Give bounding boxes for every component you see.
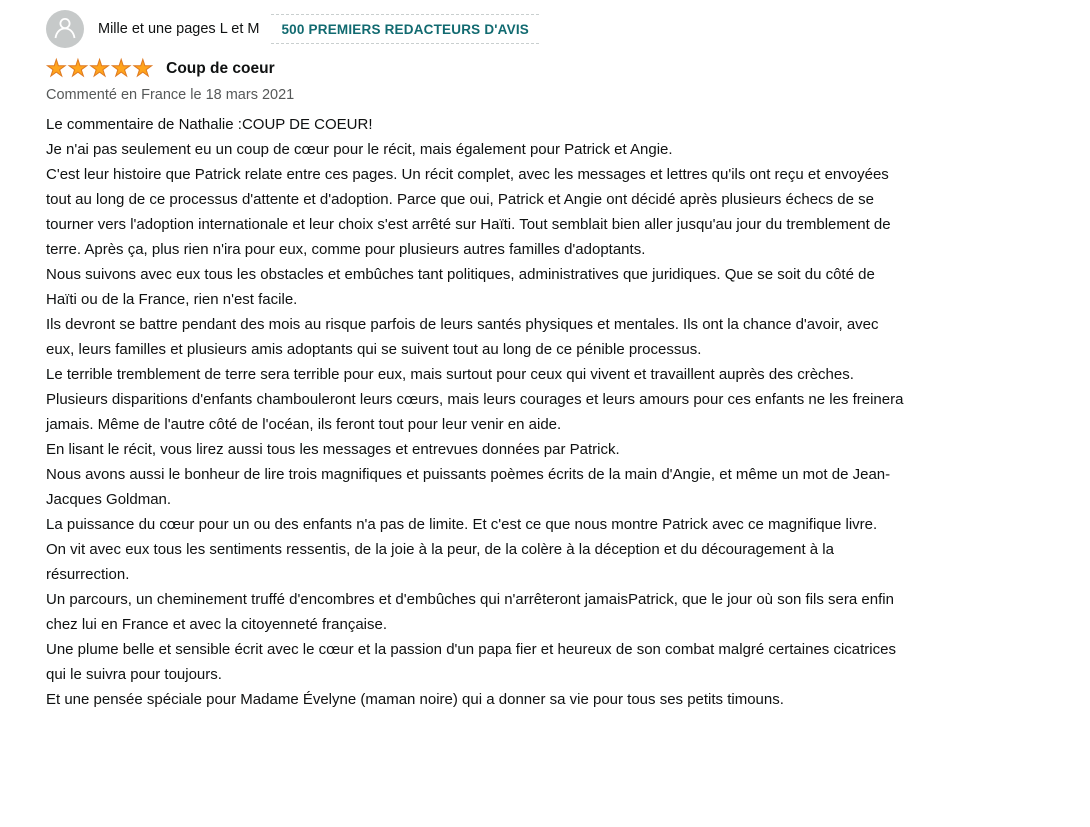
person-icon [52,14,78,45]
review-paragraph: Ils devront se battre pendant des mois au risque parfois de leurs santés physiques et mentales. Ils ont la chance d'avoir, avec eux, leurs familles et plusieurs amis adoptants qui se suivent tout au long de ce pénible processus. [46,316,879,358]
review-body [46,112,908,712]
star-rating [46,57,154,80]
review-paragraph: Nous suivons avec eux tous les obstacles et embûches tant politiques, administratives que juridiques. Que se soit du côté de Haïti ou de la France, rien n'est facile. [46,266,875,308]
avatar[interactable] [46,10,84,48]
star-icon: ★ [132,55,154,81]
review-paragraph: Le terrible tremblement de terre sera terrible pour eux, mais surtout pour ceux qui vivent et travaillent auprès des crèches. Plusieurs disparitions d'enfants chambouleront leurs cœurs, mais leurs courages et leurs amours pour ces enfants ne les freinera jamais. Même de l'autre côté de l'océan, ils feront tout pour leur venir en aide. [46,366,904,433]
review-paragraph: Nous avons aussi le bonheur de lire trois magnifiques et puissants poèmes écrits de la main d'Angie, et même un mot de Jean-Jacques Goldman. [46,466,891,508]
reviewer-name[interactable]: Mille et une pages L et M [98,21,260,37]
review-paragraph: Un parcours, un cheminement truffé d'encombres et d'embûches qui n'arrêteront jamaisPatrick, que le jour où son fils sera enfin chez lui en France et avec la citoyenneté française. [46,591,894,633]
star-icon: ★ [89,55,110,81]
star-icon: ★ [67,55,89,81]
star-icon: ★ [46,55,67,81]
review-paragraph: C'est leur histoire que Patrick relate entre ces pages. Un récit complet, avec les messages et lettres qu'ils ont reçu et envoyées tout au long de ce processus d'attente et d'adoption. Parce que oui, Patrick et Angie ont décidé après plusieurs échecs de se tourner vers l'adoption internationale et leur choix s'est arrêté sur Haïti. Tout semblait bien aller jusqu'au jour du tremblement de terre. Après ça, plus rien n'ira pour eux, comme pour plusieurs autres familles d'adoptants. [46,166,891,258]
review-paragraph: Une plume belle et sensible écrit avec le cœur et la passion d'un papa fier et heureux de son combat malgré certaines cicatrices qui le suivra pour toujours. [46,641,896,683]
review-paragraph: On vit avec eux tous les sentiments ressentis, de la joie à la peur, de la colère à la déception et du découragement à la résurrection. [46,541,834,583]
review-paragraph: Et une pensée spéciale pour Madame Évelyne (maman noire) qui a donner sa vie pour tous ses petits timouns. [46,691,784,708]
review-header [46,10,920,48]
star-icon: ★ [110,55,132,81]
review-title: Coup de coeur [166,59,275,77]
review-paragraph: Le commentaire de Nathalie :COUP DE COEUR! [46,116,373,133]
review-paragraph: En lisant le récit, vous lirez aussi tous les messages et entrevues données par Patrick. [46,441,620,458]
review-date-location: Commenté en France le 18 mars 2021 [46,87,295,103]
review-paragraph: Je n'ai pas seulement eu un coup de cœur pour le récit, mais également pour Patrick et Angie. [46,141,673,158]
review-paragraph: La puissance du cœur pour un ou des enfants n'a pas de limite. Et c'est ce que nous montre Patrick avec ce magnifique livre. [46,516,878,533]
reviewer-badge[interactable]: 500 PREMIERS REDACTEURS D'AVIS [271,14,539,44]
rating-row[interactable] [46,57,920,80]
